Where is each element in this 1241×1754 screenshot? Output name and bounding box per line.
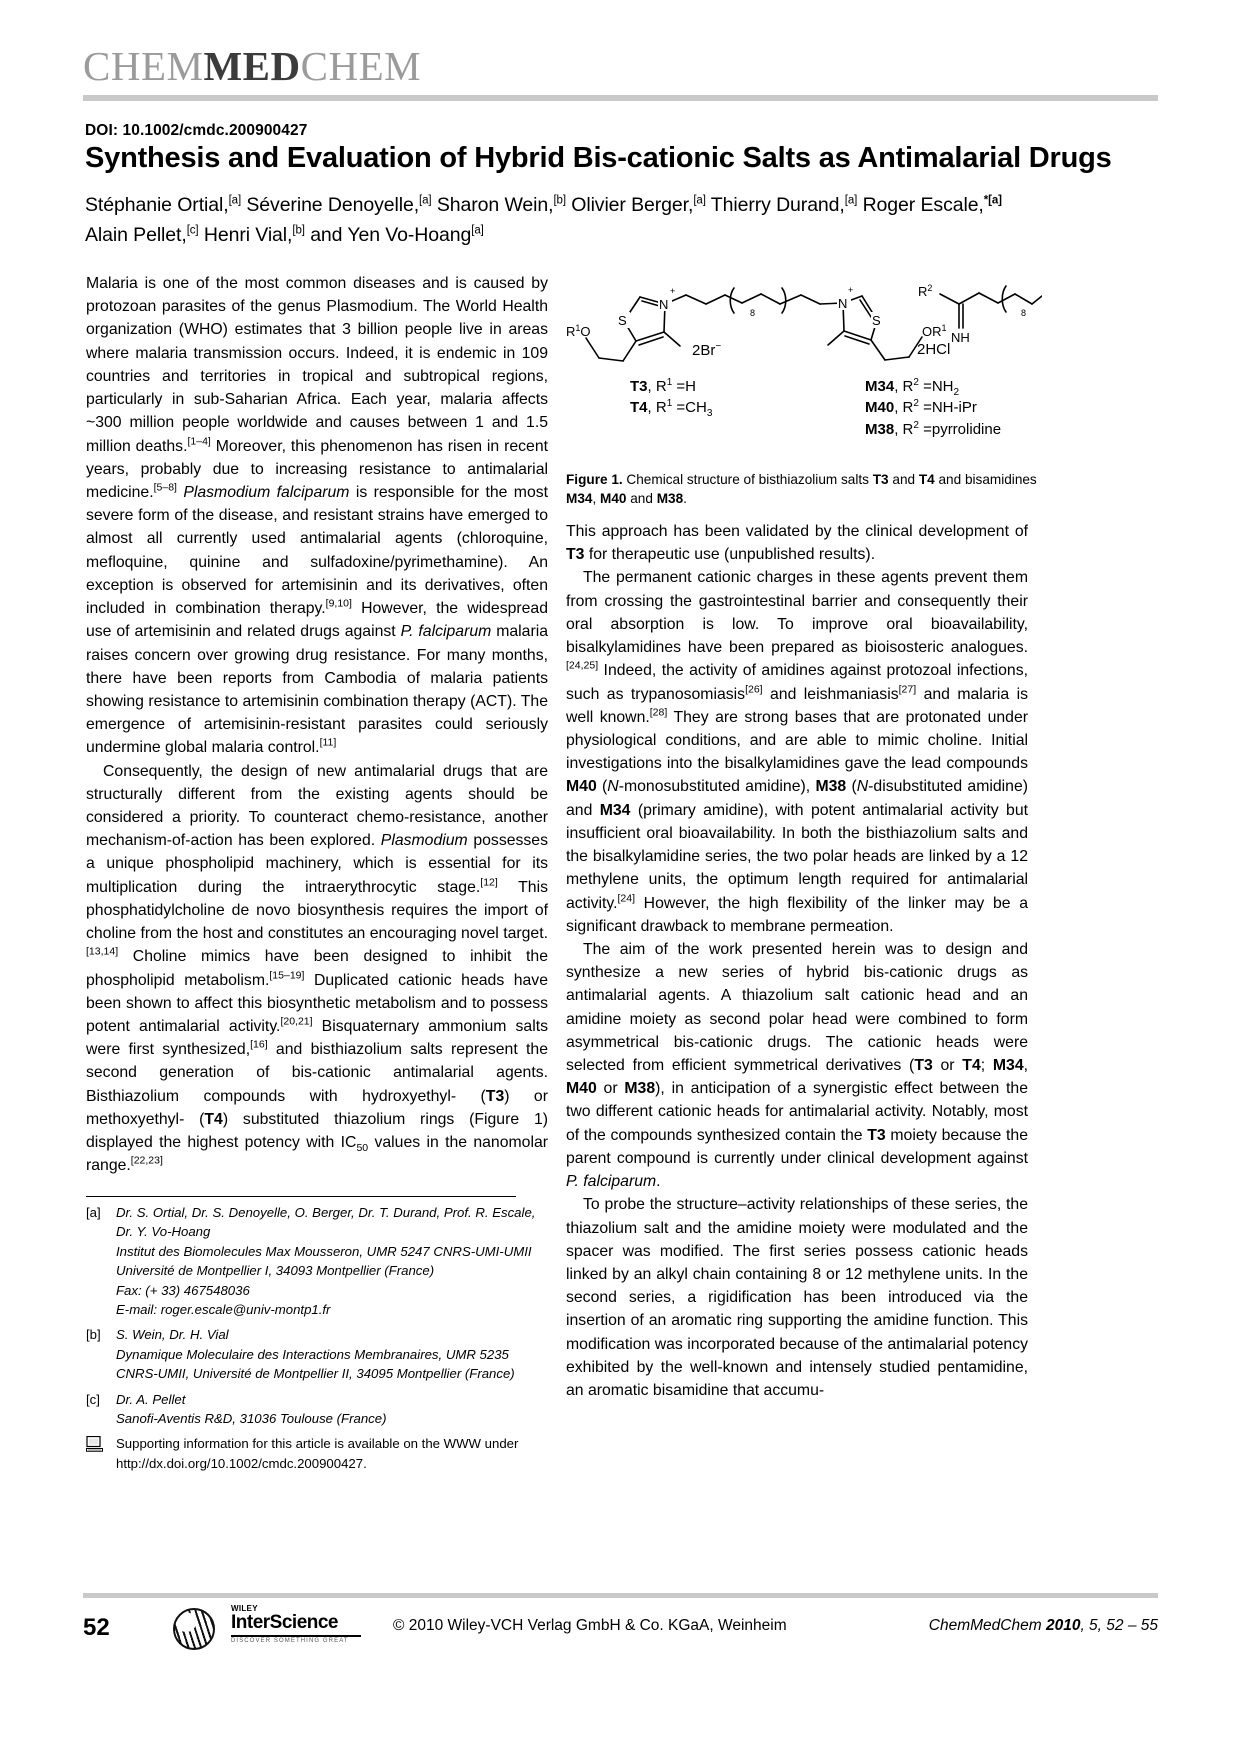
citation-ref: [22,23] <box>130 1155 163 1168</box>
figure-1-caption: Figure 1. Chemical structure of bisthiazolium salts T3 and T4 and bisamidines M34, M40 and M38. <box>566 472 1037 507</box>
author-1: Stéphanie Ortial, <box>85 194 229 216</box>
citation-ref: [28] <box>649 706 668 719</box>
citation-ref: [24] <box>617 892 636 905</box>
citation-ref: [26] <box>745 683 763 696</box>
atom-label-n2: N <box>838 296 848 311</box>
globe-icon <box>173 1608 215 1650</box>
computer-icon <box>86 1434 116 1472</box>
footnote-line: Institut des Biomolecules Max Mousseron, UMR 5247 CNRS-UMI-UMII <box>116 1243 532 1259</box>
author-3-mark: [b] <box>553 194 566 207</box>
footer-divider <box>83 1593 1158 1598</box>
author-5: Thierry Durand, <box>710 194 845 216</box>
paragraph-sar: To probe the structure–activity relationships of these series, the thiazolium salt and the amidine moiety were modulated and the spacer was modified. The first series possess cationic heads linked by an alkyl chain containing 8 or 12 methylene units. In the second series, a rigidification has been introduced via the insertion of an aromatic ring supporting the amidine function. This modification was incorporated because of the antimalarial potency exhibited by the well-known and intensely studied pentamidine, an aromatic bisamidine that accumu- <box>566 1196 1028 1400</box>
page-footer <box>83 1604 1158 1656</box>
doi-line: DOI: 10.1002/cmdc.200900427 <box>85 122 308 139</box>
text-run: is responsible for the most severe form of the disease, and resistant strains have emerged to almost all currently used antimalarial agents (chloroquine, mefloquine, quinine and sulfadoxine/pyrimethamine). An exception is observed for artemisinin and its derivatives, often included in combination therapy. <box>86 483 549 618</box>
author-8-mark: [b] <box>292 224 305 237</box>
si-line-1: Supporting information for this article is available on the WWW under <box>116 1436 519 1452</box>
interscience-wordmark: InterScience <box>231 1612 338 1633</box>
footnote-email[interactable]: E-mail: roger.escale@univ-montp1.fr <box>116 1302 331 1318</box>
paragraph-cationic-charges: The permanent cationic charges in these agents prevent them from crossing the gastrointestinal barrier and consequently their oral absorption is low. To improve oral bioavailability, bisalkylamidines have been prepared as bioisosteric analogues.[24,25] Indeed, the activity of amidines against protozoal infections, such as trypanosomiasis[26] and leishmaniasis[27] and malaria is well known.[28] They are strong bases that are protonated under physiological conditions, and are able to mimic choline. Initial investigations into the bisalkylamidines gave the lead compounds M40 (N-monosubstituted amidine), M38 (N-disubstituted amidine) and M34 (primary amidine), with potent antimalarial activity but insufficient oral bioavailability. In both the bisthiazolium salts and the bisalkylamidine series, the two polar heads are linked by a 12 methylene units, the optimum length required for antimalarial activity.[24] However, the high flexibility of the linker may be a significant drawback to membrane permeation. <box>566 569 1029 935</box>
footnote-mark: [c] <box>86 1391 100 1407</box>
species-name: Plasmodium falciparum <box>183 483 350 501</box>
page-title: Synthesis and Evaluation of Hybrid Bis-cationic Salts as Antimalarial Drugs <box>85 142 1112 174</box>
text-run: Bisquaternary ammonium salts were first synthesized, <box>86 1018 548 1059</box>
text-run: Choline mimics have been designed to inhibit the phospholipid metabolism. <box>86 948 548 989</box>
text-run: and bisthiazolium salts represent the second generation of bis-cationic antimalarial agents. Bisthiazolium compounds with hydroxyethyl- ( <box>86 1041 548 1105</box>
author-4-mark: [a] <box>693 194 706 207</box>
footnote-mark: [b] <box>86 1327 101 1343</box>
supporting-information-body <box>116 1434 548 1472</box>
computer-icon-svg <box>86 1436 104 1452</box>
journal-citation <box>929 1617 1158 1635</box>
text-run: However, the widespread use of artemisinin and related drugs against <box>86 600 548 641</box>
si-url[interactable]: http://dx.doi.org/10.1002/cmdc.200900427. <box>116 1455 367 1471</box>
compound-code: T3 <box>485 1087 505 1105</box>
author-2: Séverine Denoyelle, <box>246 194 420 216</box>
journal-pages: , 5, 52 – 55 <box>1080 1617 1158 1634</box>
compound-code: M40 <box>600 491 627 507</box>
text-run: possesses a unique phospholipid machinery, which is essential for its multiplication during the intraerythrocytic stage. <box>86 832 548 896</box>
text-run: Consequently, the design of new antimalarial drugs that are structurally different from the existing agents should be considered a priority. To counteract chemo-resistance, another mechanism-of-action has been explored. <box>86 762 548 850</box>
footnote-line: Sanofi-Aventis R&D, 31036 Toulouse (France) <box>116 1411 387 1427</box>
author-9-mark: [a] <box>471 224 484 237</box>
paragraph-approach: This approach has been validated by the clinical development of T3 for therapeutic use (unpublished results). <box>566 523 1028 564</box>
compound-code: M34 <box>992 1057 1024 1075</box>
legend-item: T4, $R^1 =CH_3$ <box>630 398 713 420</box>
author-list <box>85 190 1163 250</box>
text-run: Moreover, this phenomenon has risen in recent years, probably due to increasing resistance to antimalarial medicine. <box>86 437 548 501</box>
logo-tagline: DISCOVER SOMETHING GREAT <box>231 1638 349 1644</box>
legend-item: M40, $R^2 =NH-iPr$ <box>865 398 977 417</box>
atom-label-nh-left: NH <box>951 330 970 345</box>
masthead <box>83 43 1158 101</box>
author-5-mark: [a] <box>844 194 858 207</box>
compound-legend-left <box>630 376 712 419</box>
chain-repeat-left: 8 <box>750 308 756 318</box>
author-1-mark: [a] <box>228 194 242 207</box>
author-7: Alain Pellet, <box>85 224 187 247</box>
wiley-interscience-logo[interactable] <box>173 1604 363 1652</box>
citation-ref: [15–19] <box>269 969 305 982</box>
atom-label-r1o: $R^1O$ <box>566 323 591 339</box>
charge-plus-1: + <box>670 286 676 296</box>
charge-plus-2: + <box>848 285 854 295</box>
species-name: P. falciparum <box>566 1173 657 1191</box>
footnote-mark: [a] <box>86 1205 101 1220</box>
text-run: Malaria is one of the most common diseases and is caused by protozoan parasites of the genus Plasmodium. The World Health organization (WHO) estimates that 3 billion people live in areas where malaria transmission occurs. Indeed, it is endemic in 109 countries and territories in tropical and subtropical regions, particularly in sub-Saharian Africa. Each year, malaria affects ~300 million people worldwide and causes between 1 and 1.5 million deaths. <box>86 275 548 455</box>
footnote-line: Dr. A. Pellet <box>116 1391 186 1407</box>
citation-ref: [13,14] <box>86 946 119 959</box>
compound-code: M40 <box>566 778 597 796</box>
footnote-body <box>116 1390 548 1429</box>
compound-code: M38 <box>624 1080 656 1098</box>
citation-ref: [16] <box>250 1038 268 1051</box>
citation-ref: [20,21] <box>280 1015 313 1028</box>
atom-label-n1: N <box>659 297 669 312</box>
author-7-mark: [c] <box>186 224 199 237</box>
counterion-left: 2Br− <box>692 341 722 359</box>
citation-ref: [5–8] <box>153 481 177 494</box>
footnote-b <box>86 1325 548 1383</box>
wiley-wordmark: WILEY <box>231 1604 258 1613</box>
author-2-mark: [a] <box>419 194 432 207</box>
legend-item: T3, $R^1 =H$ <box>630 377 697 395</box>
footnote-divider <box>86 1196 516 1197</box>
body-column-left <box>86 272 548 1178</box>
compound-code: M34 <box>566 491 593 507</box>
footnote-body <box>116 1203 548 1319</box>
legend-item: M38, $R^2$ =pyrrolidine <box>865 419 1002 438</box>
compound-code: T4 <box>962 1057 981 1075</box>
masthead-divider <box>83 95 1158 101</box>
journal-name: ChemMedChem <box>928 1617 1042 1634</box>
author-6-mark: *[a] <box>983 194 1002 207</box>
author-4: Olivier Berger, <box>571 194 694 216</box>
atom-label-or1: $OR^1$ <box>922 323 947 339</box>
page-number: 52 <box>83 1614 110 1641</box>
author-6: Roger Escale, <box>862 194 984 216</box>
chain-repeat-right: 8 <box>1021 308 1027 318</box>
compound-code: T3 <box>914 1057 933 1075</box>
footnote-line: Dynamique Moleculaire des Interactions Membranaires, UMR 5235 <box>116 1346 509 1362</box>
citation-ref: [27] <box>898 683 917 696</box>
legend-item: M34, $R^2 =NH_2$ <box>865 377 960 398</box>
citation-ref: [24,25] <box>566 660 599 673</box>
masthead-part-1: CHEM <box>83 43 204 89</box>
paragraph-aim: The aim of the work presented herein was to design and synthesize a new series of hybrid bis-cationic drugs as antimalarial agents. A thiazolium salt cationic head and an amidine moiety as second polar head were combined to form asymmetrical bis-cationic drugs. The cationic heads were selected from efficient symmetrical derivatives (T3 or T4; M34, M40 or M38), in anticipation of a synergistic effect between the two different cationic heads for antimalarial activity. Notably, most of the compounds synthesized contain the T3 moiety because the parent compound is currently under clinical development against P. falciparum. <box>566 940 1028 1191</box>
text-run: This phosphatidylcholine de novo biosynthesis requires the import of choline from the host and constitutes an encouraging novel target. <box>86 878 548 943</box>
counterion-right: 2HCl <box>917 341 951 358</box>
compound-legend-right <box>865 376 1001 440</box>
masthead-part-3: CHEM <box>300 43 422 89</box>
author-9: and Yen Vo-Hoang <box>310 224 472 247</box>
footnote-line: Université de Montpellier I, 34093 Montpellier (France) <box>116 1263 435 1279</box>
text-run: ) substituted thiazolium rings (Figure 1) displayed the highest potency with IC <box>86 1110 548 1152</box>
author-3: Sharon Wein, <box>436 194 554 216</box>
species-name: Plasmodium <box>380 832 468 850</box>
compound-code: M34 <box>599 801 631 819</box>
subscript: 50 <box>356 1142 369 1155</box>
footnote-line: Dr. S. Ortial, Dr. S. Denoyelle, O. Berger, Dr. T. Durand, Prof. R. Escale, <box>116 1205 536 1220</box>
footnote-c <box>86 1390 548 1429</box>
paragraph-design <box>86 760 548 1178</box>
citation-ref: [11] <box>319 737 337 750</box>
logo-underline <box>231 1635 361 1637</box>
author-8: Henri Vial, <box>203 224 293 247</box>
species-name: P. falciparum <box>400 623 492 641</box>
atom-label-r2-left: $R^2$ <box>918 283 933 299</box>
supporting-information-note <box>86 1434 548 1472</box>
text-run: Duplicated cationic heads have been shown to affect this biosynthetic metabolism and to possess potent antimalarial activity. <box>86 971 548 1035</box>
journal-logo <box>83 43 1158 89</box>
compound-code: T4 <box>204 1110 223 1128</box>
text-run: values in the nanomolar range. <box>86 1134 548 1175</box>
masthead-part-2: MED <box>203 43 301 89</box>
atom-label-s1: S <box>618 313 627 328</box>
footnote-line: Fax: (+ 33) 467548036 <box>116 1282 250 1298</box>
text-run: malaria raises concern over growing drug resistance. For many months, there have been reports from Cambodia of malaria patients showing resistance to artemisinin combination therapy (ACT). The emergence of artemisinin-resistant parasites could seriously undermine global malaria control. <box>86 623 548 757</box>
paragraph-intro <box>86 272 548 760</box>
footnote-a <box>86 1203 548 1319</box>
affiliation-footnotes <box>86 1203 548 1473</box>
compound-code: T3 <box>872 472 889 487</box>
text-run: ) or methoxyethyl- ( <box>86 1087 548 1128</box>
footnote-line: CNRS-UMII, Université de Montpellier II, 34095 Montpellier (France) <box>116 1366 515 1382</box>
journal-year: 2010 <box>1045 1617 1081 1634</box>
footnote-body <box>116 1325 548 1383</box>
footnote-line: S. Wein, Dr. H. Vial <box>116 1327 229 1343</box>
copyright-line: © 2010 Wiley-VCH Verlag GmbH & Co. KGaA, Weinheim <box>393 1617 787 1634</box>
body-column-right <box>566 520 1028 1402</box>
compound-code: M38 <box>815 778 847 796</box>
compound-code: M38 <box>656 491 684 507</box>
compound-code: T4 <box>918 472 935 487</box>
atom-label-s2: S <box>872 313 881 328</box>
citation-ref: [12] <box>480 876 498 889</box>
compound-code: M40 <box>566 1080 597 1098</box>
footnote-line: Dr. Y. Vo-Hoang <box>116 1224 211 1240</box>
compound-code: T3 <box>867 1126 886 1144</box>
figure-label: Figure 1. <box>566 472 623 487</box>
citation-ref: [9,10] <box>325 597 352 610</box>
compound-code: T3 <box>566 546 585 564</box>
citation-ref: [1–4] <box>187 435 211 448</box>
